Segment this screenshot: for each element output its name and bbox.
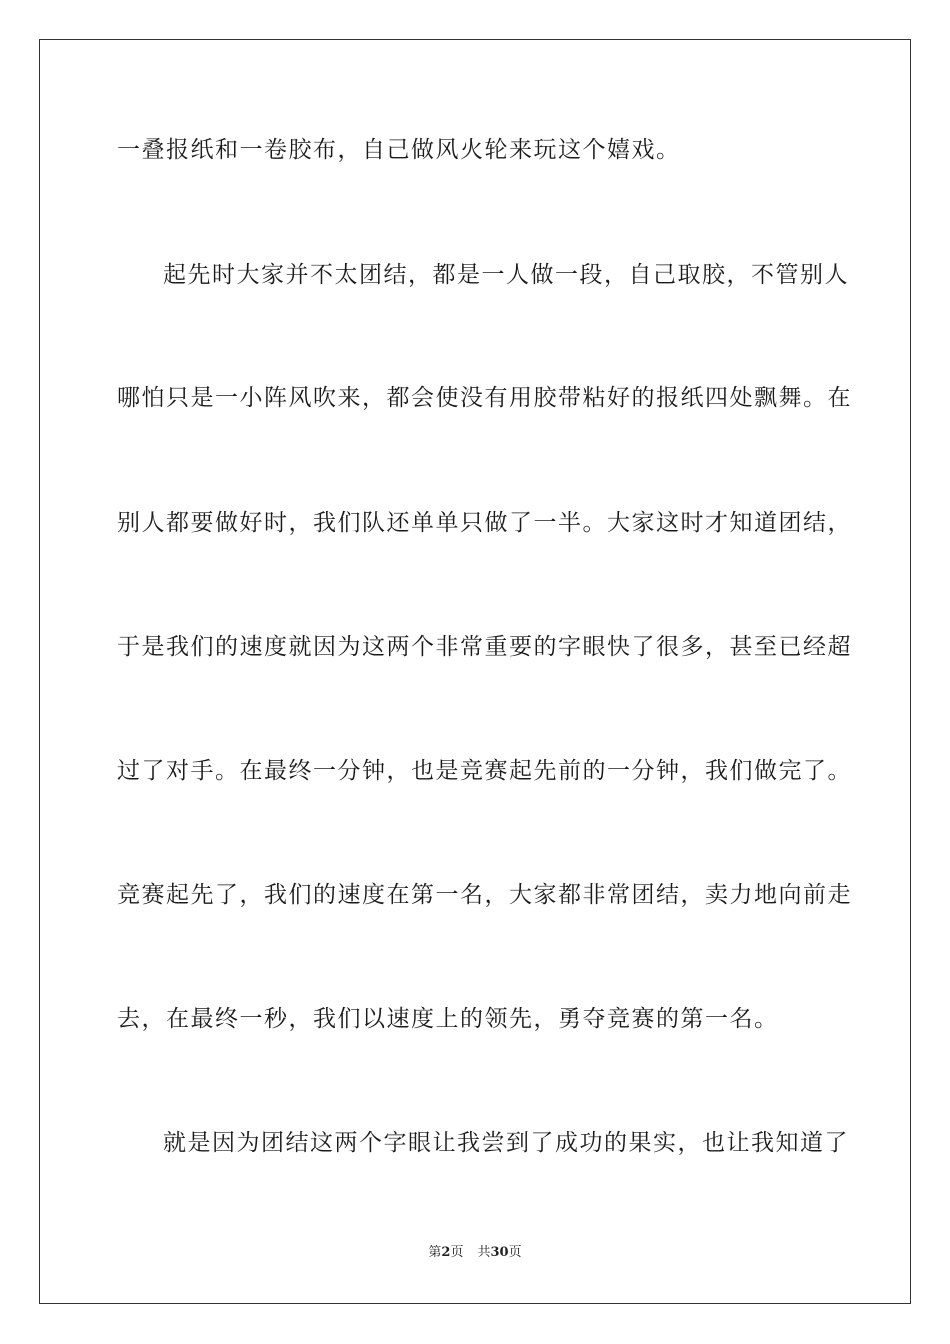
paragraph-line-6: 过了对手。在最终一分钟，也是竞赛起先前的一分钟，我们做完了。 xyxy=(117,758,852,784)
paragraph-line-1: 一叠报纸和一卷胶布，自己做风火轮来玩这个嬉戏。 xyxy=(117,137,681,163)
page-footer xyxy=(0,1244,950,1262)
paragraph-line-7: 竞赛起先了，我们的速度在第一名，大家都非常团结，卖力地向前走 xyxy=(117,882,852,908)
page-label-suffix: 页 xyxy=(450,1245,464,1260)
paragraph-line-8: 去，在最终一秒，我们以速度上的领先，勇夺竞赛的第一名。 xyxy=(117,1006,779,1032)
total-label-prefix: 共 xyxy=(477,1245,491,1260)
total-pages: 30 xyxy=(490,1245,509,1260)
page-label-prefix: 第 xyxy=(428,1245,442,1260)
paragraph-line-2: 起先时大家并不太团结，都是一人做一段，自己取胶，不管别人 xyxy=(163,262,849,288)
paragraph-line-9: 就是因为团结这两个字眼让我尝到了成功的果实，也让我知道了 xyxy=(163,1130,849,1156)
paragraph-line-5: 于是我们的速度就因为这两个非常重要的字眼快了很多，甚至已经超 xyxy=(117,634,852,660)
page-number: 2 xyxy=(441,1245,451,1260)
page-border xyxy=(39,39,911,1304)
total-label-suffix: 页 xyxy=(508,1245,522,1260)
paragraph-line-3: 哪怕只是一小阵风吹来，都会使没有用胶带粘好的报纸四处飘舞。在 xyxy=(117,385,852,411)
paragraph-line-4: 别人都要做好时，我们队还单单只做了一半。大家这时才知道团结， xyxy=(117,510,852,536)
